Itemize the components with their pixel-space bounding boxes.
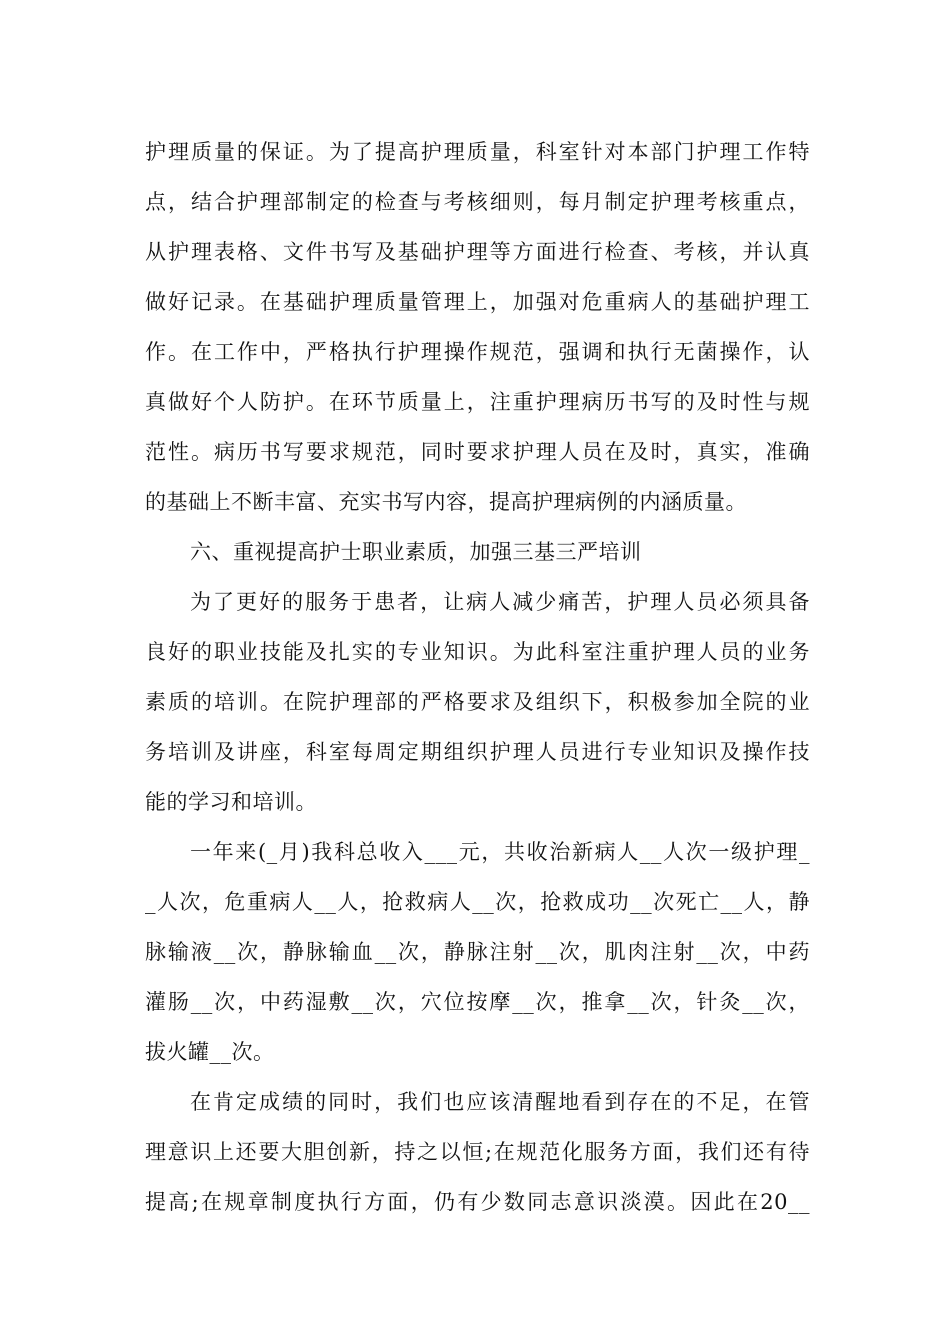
text-line: 素质的培训。在院护理部的严格要求及组织下，积极参加全院的业 [145,690,810,714]
text-line: 范性。病历书写要求规范，同时要求护理人员在及时，真实，准确 [145,440,810,464]
text-line: 在肯定成绩的同时，我们也应该清醒地看到存在的不足，在管 [190,1090,810,1114]
text-line: 做好记录。在基础护理质量管理上，加强对危重病人的基础护理工 [145,290,810,314]
text-line: 提高;在规章制度执行方面，仍有少数同志意识淡漠。因此在20__ [145,1190,810,1214]
text-line: 点，结合护理部制定的检查与考核细则，每月制定护理考核重点， [145,190,810,214]
text-line: 良好的职业技能及扎实的专业知识。为此科室注重护理人员的业务 [145,640,810,664]
text-line: _人次，危重病人__人，抢救病人__次，抢救成功__次死亡__人，静 [145,890,810,914]
text-line: 理意识上还要大胆创新，持之以恒;在规范化服务方面，我们还有待 [145,1140,810,1164]
text-line: 拔火罐__次。 [145,1040,275,1064]
text-line: 作。在工作中，严格执行护理操作规范，强调和执行无菌操作，认 [145,340,810,364]
text-line: 为了更好的服务于患者，让病人减少痛苦，护理人员必须具备 [190,590,810,614]
text-line: 脉输液__次，静脉输血__次，静脉注射__次，肌肉注射__次，中药 [145,940,810,964]
text-line: 务培训及讲座，科室每周定期组织护理人员进行专业知识及操作技 [145,740,810,764]
section-heading: 六、重视提高护士职业素质，加强三基三严培训 [190,540,642,564]
text-line: 能的学习和培训。 [145,790,317,814]
text-line: 灌肠__次，中药湿敷__次，穴位按摩__次，推拿__次，针灸__次， [145,990,810,1014]
text-line: 护理质量的保证。为了提高护理质量，科室针对本部门护理工作特 [145,140,810,164]
text-line: 一年来(_月)我科总收入___元，共收治新病人__人次一级护理_ [190,840,810,864]
text-line: 真做好个人防护。在环节质量上，注重护理病历书写的及时性与规 [145,390,810,414]
text-line: 的基础上不断丰富、充实书写内容，提高护理病例的内涵质量。 [145,490,747,514]
text-line: 从护理表格、文件书写及基础护理等方面进行检查、考核，并认真 [145,240,810,264]
